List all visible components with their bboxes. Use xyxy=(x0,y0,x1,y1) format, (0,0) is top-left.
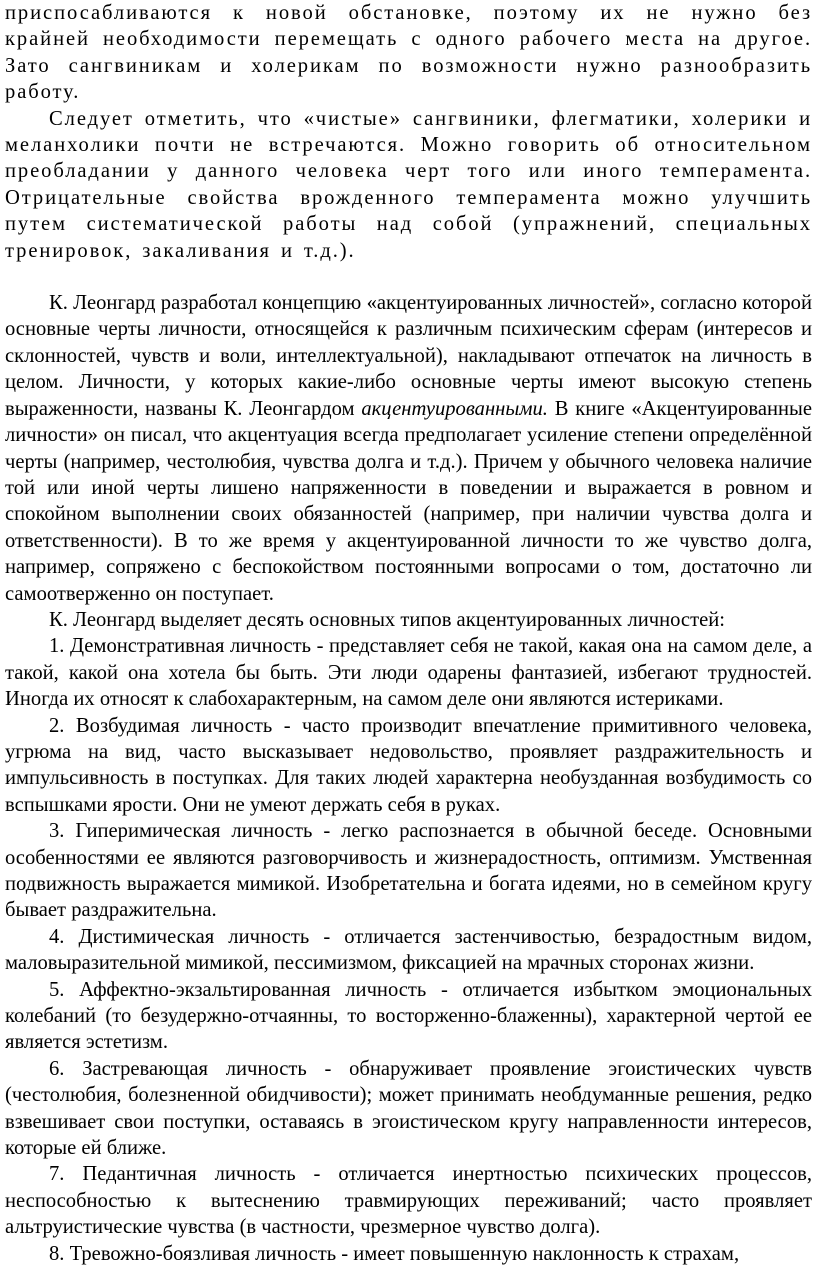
paragraph-gap xyxy=(5,264,812,290)
list-item-pedantic: 7. Педантичная личность - отличается инертностью психических процессов, неспособностью к вытеснению травмирующих переживаний; часто проявляет альтруистические чувства (в частности, чрезмерное чувство долга). xyxy=(5,1163,812,1239)
paragraph-leonhard-text-end: В книге «Акцентуированные личности» он писал, что акцентуация всегда предполагает усиление степени определённой черты (например, честолюбия, чувства долга и т.д.). Причем у обычного человека наличие той или иной черты лишено напряженности в поведении и выражается в ровном и спокойном выполнении своих обязанностей (например, при наличии чувства долга и ответственности). В то же время у акцентуированной личности то же чувство долга, например, сопряжено с беспокойством постоянными вопросами о том, достаточно ли самоотверженно он поступает. xyxy=(5,397,812,605)
list-item-hyperthymic: 3. Гиперимическая личность - легко распознается в обычной беседе. Основными особенностями ее являются разговорчивость и жизнерадостность, оптимизм. Умственная подвижность выражается мимикой. Изобретательна и богата идеями, но в семейном кругу бывает раздражительна. xyxy=(5,820,812,922)
paragraph-ten-types-intro: К. Леонгард выделяет десять основных типов акцентуированных личностей: xyxy=(49,608,725,631)
list-item-stuck: 6. Застревающая личность - обнаруживает проявление эгоистических чувств (честолюбия, болезненной обидчивости); может принимать необдуманные решения, редко взвешивает свои поступки, оставаясь в эгоистическом кругу направленности интересов, которые ей ближе. xyxy=(5,1057,812,1160)
list-item-dysthymic: 4. Дистимическая личность - отличается застенчивостью, безрадостным видом, маловыразительной мимикой, пессимизмом, фиксацией на мрачных сторонах жизни. xyxy=(5,925,812,975)
paragraph-leonhard-text-start: К. Леонгард разработал концепцию «акцентуированных личностей», согласно которой основные черты личности, относящейся к различным психическим сферам (интересов и склонностей, чувств и воли, интеллектуальной), накладывают отпечаток на личность в целом. Личности, у которых какие-либо основные черты имеют высокую степень выраженности, названы К. Леонгардом xyxy=(5,292,812,420)
list-item-affective-exalted: 5. Аффектно-экзальтированная личность - отличается избытком эмоциональных колебаний (то безудержно-отчаянны, то восторженно-блаженны), характерной чертой ее является эстетизм. xyxy=(5,978,812,1054)
paragraph-pure-temperaments: Следует отметить, что «чистые» сангвиники, флегматики, холерики и меланхолики почти не встречаются. Можно говорить об относительном преобладании у данного человека черт того или иного темперамента. Отрицательные свойства врожденного темперамента можно улучшить путем систематической работы над собой (упражнений, специальных тренировок, закаливания и т.д.). xyxy=(5,107,812,262)
list-item-demonstrative: 1. Демонстративная личность - представляет себя не такой, какая она на самом деле, а такой, какой она хотела бы быть. Эти люди одарены фантазией, избегают трудностей. Иногда их относят к слабохарактерным, на самом деле они являются истериками. xyxy=(5,635,812,711)
list-item-excitable: 2. Возбудимая личность - часто производит впечатление примитивного человека, угрюма на вид, часто высказывает недовольство, проявляет раздражительность и импульсивность в поступках. Для таких людей характерна необузданная возбудимость со вспышками ярости. Они не умеют держать себя в руках. xyxy=(5,714,812,816)
paragraph-temperament-work: приспосабливаются к новой обстановке, поэтому их не нужно без крайней необходимости перемещать с одного рабочего места на другое. Зато сангвиникам и холерикам по возможности нужно разнообразить работу. xyxy=(5,2,812,104)
emphasis-accentuated: акцентуированными. xyxy=(361,397,548,420)
list-item-anxious-fearful: 8. Тревожно-боязливая личность - имеет повышенную наклонность к страхам, xyxy=(49,1242,740,1265)
paragraph-leonhard-concept xyxy=(5,290,812,607)
